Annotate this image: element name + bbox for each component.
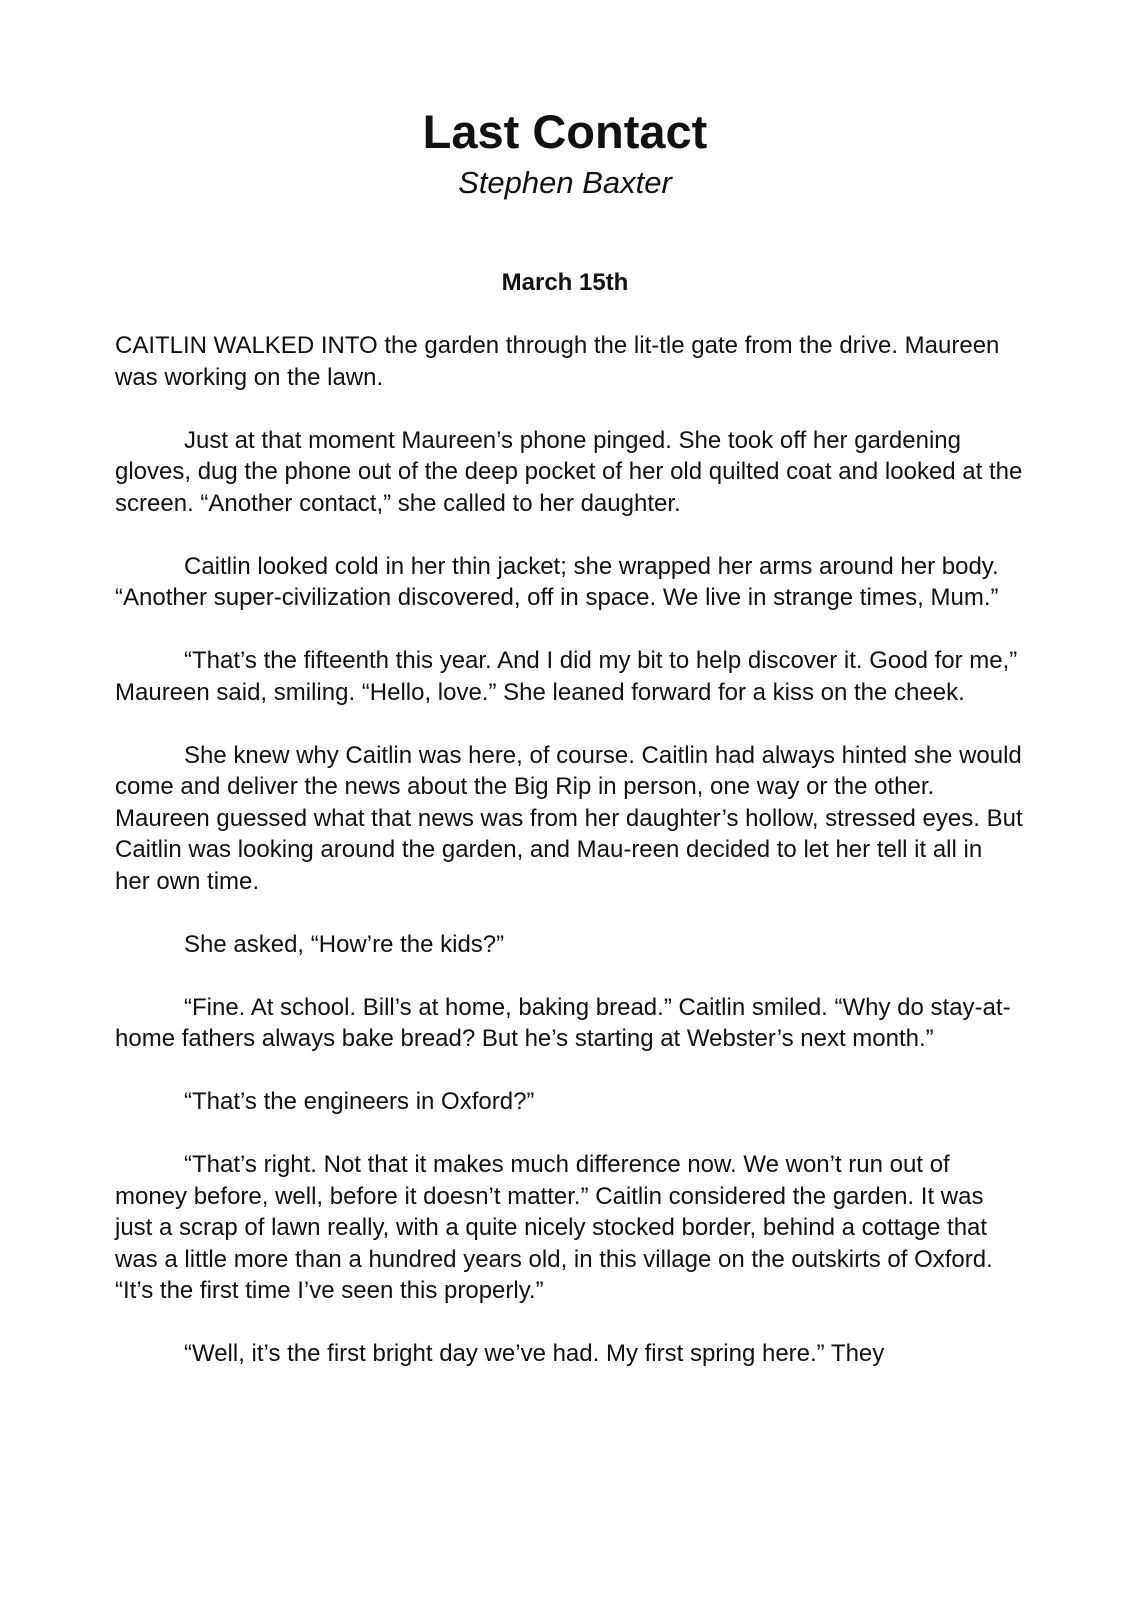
paragraph-5: She knew why Caitlin was here, of course. Caitlin had always hinted she would come and deliver the news about the Big Rip in person, one way or the other. Maureen guessed what that news was from her daughter’s hollow, stressed eyes. But Caitlin was looking around the garden, and Mau-reen decided to let her tell it all in her own time.	[115, 741, 1023, 895]
paragraph-3: Caitlin looked cold in her thin jacket; she wrapped her arms around her body. “Another super-civilization discovered, off in space. We live in strange times, Mum.”	[115, 552, 999, 611]
paragraph-10: “Well, it’s the first bright day we’ve had. My first spring here.” They	[184, 1340, 885, 1367]
paragraph-9: “That’s right. Not that it makes much difference now. We won’t run out of money before, well, before it doesn’t matter.” Caitlin considered the garden. It was just a scrap of lawn really, with a quite nicely stocked border, behind a cottage that was a little more than a hundred years old, in this village on the outskirts of Oxford. “It’s the first time I’ve seen this properly.”	[115, 1151, 993, 1304]
paragraph-4: “That’s the fifteenth this year. And I did my bit to help discover it. Good for me,” Maureen said, smiling. “Hello, love.” She leaned forward for a kiss on the cheek.	[115, 647, 1018, 706]
document-title: Last Contact	[422, 105, 708, 158]
author-name: Stephen Baxter	[458, 165, 672, 200]
paragraph-8: “That’s the engineers in Oxford?”	[184, 1088, 535, 1115]
paragraph-7: “Fine. At school. Bill’s at home, baking bread.” Caitlin smiled. “Why do stay-at-home fathers always bake bread? But he’s starting at Webster’s next month.”	[115, 993, 1011, 1052]
paragraph-6: She asked, “How’re the kids?”	[184, 930, 505, 958]
section-heading: March 15th	[501, 269, 629, 296]
paragraph-2: Just at that moment Maureen’s phone pinged. She took off her gardening gloves, dug the phone out of the deep pocket of her old quilted coat and looked at the screen. “Another contact,” she called to her daughter.	[115, 426, 1023, 517]
body-text	[115, 330, 1023, 1401]
paragraph-1: CAITLIN WALKED INTO the garden through the lit-tle gate from the drive. Maureen was working on the lawn.	[115, 332, 1000, 391]
